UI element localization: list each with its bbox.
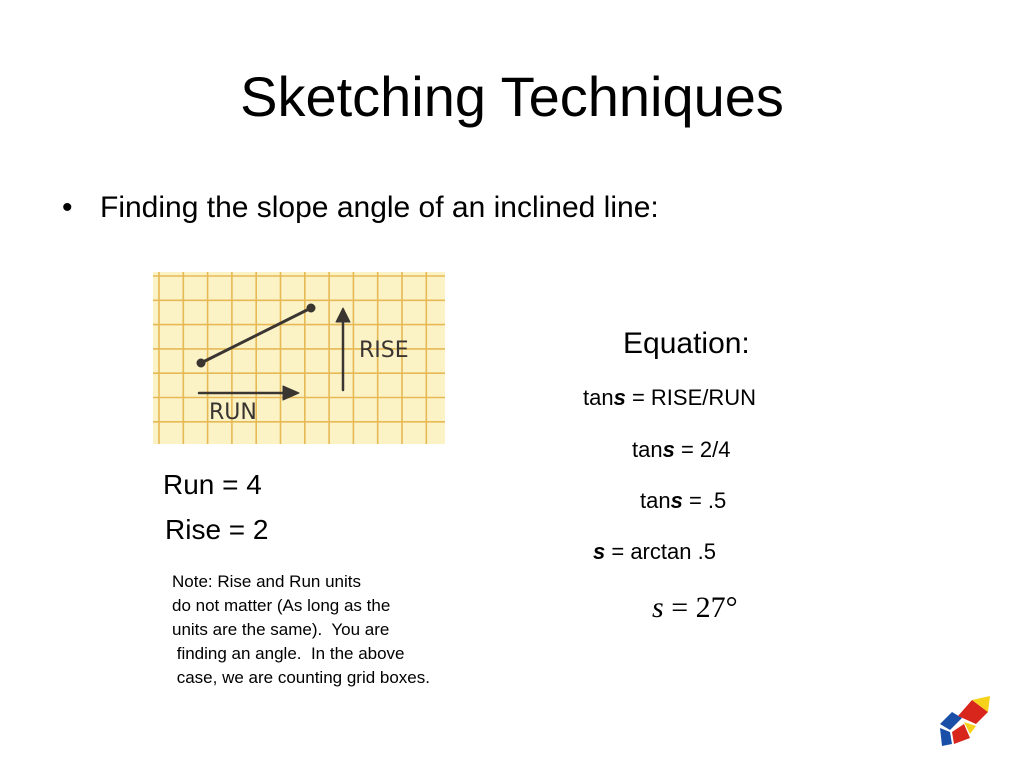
result-equals: = xyxy=(663,591,696,624)
result-value: 27° xyxy=(695,591,738,624)
eq-variable: s xyxy=(593,539,606,564)
equation-line-3 xyxy=(640,487,726,515)
rise-handwritten-label: RISE xyxy=(359,338,409,363)
eq-prefix: tan xyxy=(640,488,671,513)
grid-paper-sketch xyxy=(153,272,445,444)
eq-variable: s xyxy=(662,437,675,462)
equation-line-4 xyxy=(593,538,716,566)
eq-rest: = RISE/RUN xyxy=(625,385,757,410)
bullet-text: Finding the slope angle of an inclined line: xyxy=(100,191,659,224)
eq-variable: s xyxy=(670,488,683,513)
eq-prefix: tan xyxy=(632,437,663,462)
eq-variable: s xyxy=(613,385,626,410)
equation-heading: Equation: xyxy=(623,327,750,360)
equation-line-2 xyxy=(632,436,731,464)
run-value-label: Run = 4 xyxy=(163,469,262,500)
logo-blue-segment xyxy=(940,712,962,730)
eq-rest: = arctan .5 xyxy=(605,539,716,564)
rise-value-label: Rise = 2 xyxy=(165,514,269,545)
eq-prefix: tan xyxy=(583,385,614,410)
units-note: Note: Rise and Run units do not matter (As long as the units are the same). You are finding an angle. In the above case, we are counting grid boxes. xyxy=(172,572,430,687)
bullet-item xyxy=(62,188,659,228)
line-end-point xyxy=(307,304,315,312)
equation-line-1 xyxy=(583,384,756,412)
eq-rest: = .5 xyxy=(682,488,727,513)
line-start-point xyxy=(197,359,205,367)
result-variable: s xyxy=(652,591,664,624)
equation-result xyxy=(652,590,738,626)
bullet-marker: • xyxy=(62,191,73,224)
run-handwritten-label: RUN xyxy=(209,400,257,425)
eq-rest: = 2/4 xyxy=(674,437,731,462)
slide-title: Sketching Techniques xyxy=(240,65,784,128)
arrow-logo-icon xyxy=(936,694,994,750)
logo-blue-base xyxy=(940,728,952,746)
